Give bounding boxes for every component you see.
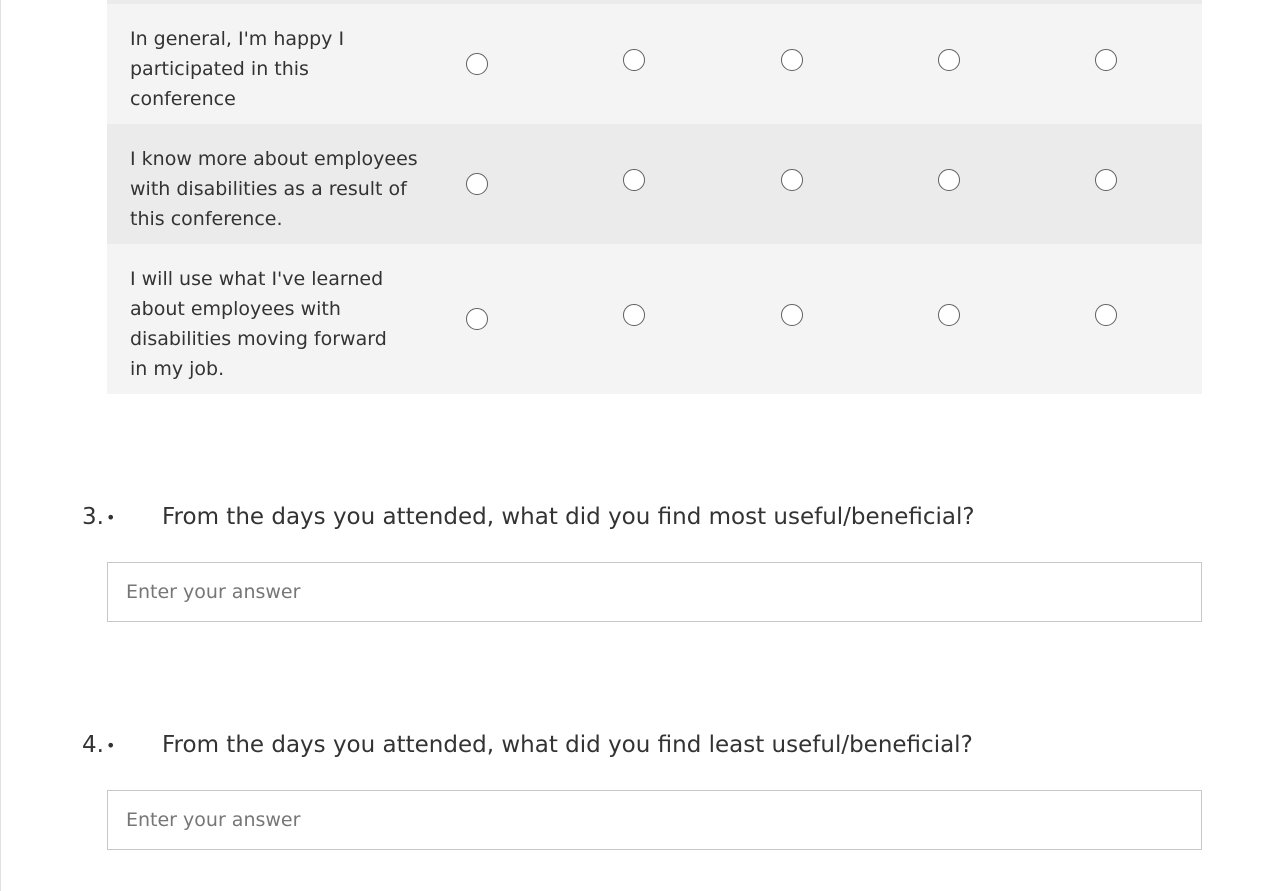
statement-label: I will use what I've learned about employees with disabilities moving forward in my job. (130, 268, 387, 380)
question-title: From the days you attended, what did you find most useful/beneficial? (162, 504, 975, 530)
rating-radio-4[interactable] (938, 49, 960, 71)
rating-radio-5[interactable] (1095, 49, 1117, 71)
required-marker: • (106, 736, 116, 755)
answer-input-q3[interactable] (107, 562, 1202, 622)
rating-radio-4[interactable] (938, 169, 960, 191)
rating-radio-2[interactable] (623, 169, 645, 191)
rating-radio-3[interactable] (781, 304, 803, 326)
rating-radio-1[interactable] (466, 173, 488, 195)
rating-radio-1[interactable] (466, 53, 488, 75)
rating-radio-3[interactable] (781, 169, 803, 191)
statement-label: I know more about employees with disabilities as a result of this conference. (130, 148, 418, 230)
rating-radio-5[interactable] (1095, 169, 1117, 191)
matrix-row (107, 4, 1202, 124)
rating-radio-3[interactable] (781, 49, 803, 71)
rating-radio-1[interactable] (466, 308, 488, 330)
answer-input-q4[interactable] (107, 790, 1202, 850)
rating-radio-2[interactable] (623, 49, 645, 71)
question-number: 4. (82, 732, 104, 758)
matrix-row (107, 244, 1202, 394)
question-number: 3. (82, 504, 104, 530)
rating-radio-2[interactable] (623, 304, 645, 326)
statement-label: In general, I'm happy I participated in this conference (130, 28, 345, 110)
rating-radio-4[interactable] (938, 304, 960, 326)
matrix-row (107, 124, 1202, 244)
question-title: From the days you attended, what did you find least useful/beneficial? (162, 732, 973, 758)
required-marker: • (106, 508, 116, 527)
rating-radio-5[interactable] (1095, 304, 1117, 326)
likert-matrix (107, 0, 1202, 394)
